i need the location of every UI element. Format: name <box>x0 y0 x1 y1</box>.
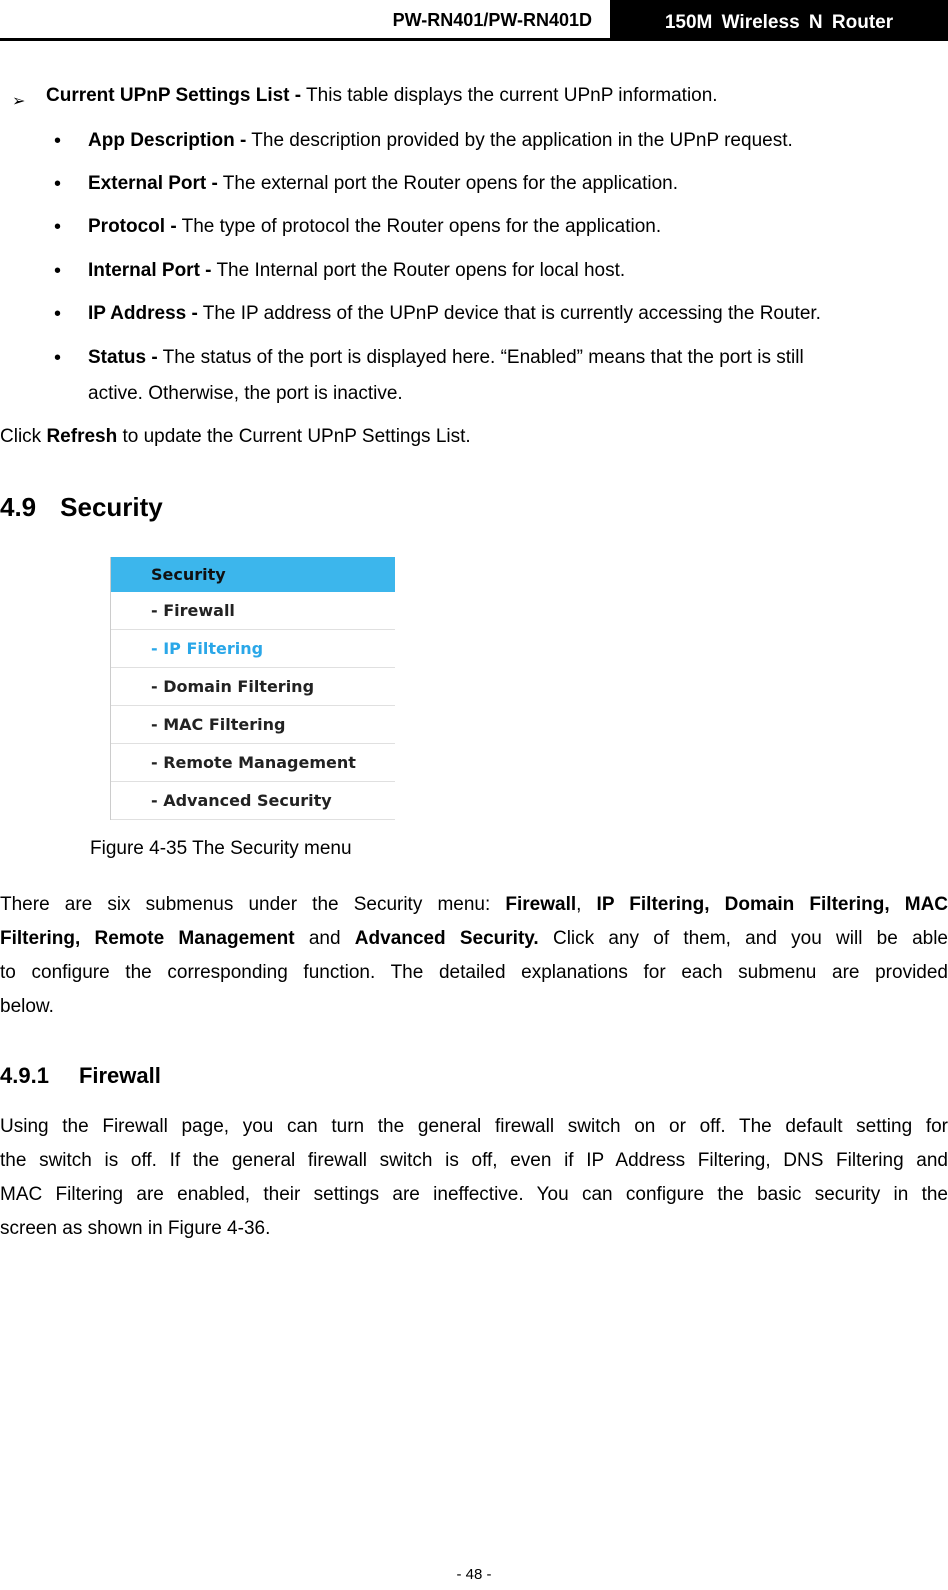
subsection-heading <box>0 1063 161 1089</box>
subsection-title: Firewall <box>78 1063 161 1088</box>
page-header <box>0 0 948 42</box>
firewall-para-line-2: the switch is off. If the general firewall switch is off, even if IP Address Filtering, DNS Filtering and <box>0 1150 948 1171</box>
firewall-para-line-3: MAC Filtering are enabled, their settings are ineffective. You can configure the basic security in the <box>0 1184 948 1205</box>
bullet-icon: • <box>54 173 62 195</box>
list-item <box>88 212 661 242</box>
page-number: - 48 - <box>456 1566 492 1583</box>
bullet-icon: • <box>54 347 62 369</box>
menu-header[interactable]: Security <box>111 557 395 592</box>
menu-item-ip-filtering[interactable]: - IP Filtering <box>111 630 395 668</box>
refresh-instruction: Click Refresh to update the Current UPnP Settings List. <box>0 426 471 447</box>
intro-line-1: There are six submenus under the Security menu: Firewall, IP Filtering, Domain Filtering, MAC <box>0 894 948 915</box>
upnp-list-title: Current UPnP Settings List - <box>46 85 302 106</box>
intro-line-2: Filtering, Remote Management and Advanced Security. Click any of them, and you will be able <box>0 928 948 949</box>
arrow-bullet-icon: ➢ <box>12 93 26 110</box>
bullet-icon: • <box>54 130 62 152</box>
item-desc: The external port the Router opens for the application. <box>217 173 679 194</box>
model-names: PW-RN401/PW-RN401D <box>392 10 592 30</box>
figure-caption: Figure 4-35 The Security menu <box>90 838 352 859</box>
firewall-para-line-1: Using the Firewall page, you can turn the general firewall switch on or off. The default setting for <box>0 1116 948 1137</box>
item-term: External Port - <box>88 173 218 194</box>
item-desc: The description provided by the application in the UPnP request. <box>246 130 793 151</box>
list-item <box>88 299 821 329</box>
bullet-icon: • <box>54 260 62 282</box>
item-term: Protocol - <box>88 216 177 237</box>
subsection-number: 4.9.1 <box>0 1063 49 1088</box>
menu-item-advanced-security[interactable]: - Advanced Security <box>111 782 395 820</box>
item-term: IP Address - <box>88 303 198 324</box>
bullet-icon: • <box>54 303 62 325</box>
item-desc: The IP address of the UPnP device that is currently accessing the Router. <box>197 303 821 324</box>
security-menu-figure <box>110 557 395 820</box>
menu-item-mac-filtering[interactable]: - MAC Filtering <box>111 706 395 744</box>
list-item <box>88 343 804 373</box>
intro-line-3: to configure the corresponding function. The detailed explanations for each submenu are provided <box>0 962 948 983</box>
menu-item-domain-filtering[interactable]: - Domain Filtering <box>111 668 395 706</box>
product-title: 150M Wireless N Router <box>610 0 948 40</box>
section-title: Security <box>60 492 163 522</box>
header-rule <box>0 38 948 41</box>
menu-item-firewall[interactable]: - Firewall <box>111 592 395 630</box>
firewall-para-line-4: screen as shown in Figure 4-36. <box>0 1218 271 1239</box>
refresh-term: Refresh <box>46 426 118 447</box>
item-desc: The type of protocol the Router opens for the application. <box>176 216 662 237</box>
item-term: Status - <box>88 347 158 368</box>
item-term: Internal Port - <box>88 260 212 281</box>
section-number: 4.9 <box>0 492 37 522</box>
bullet-icon: • <box>54 216 62 238</box>
section-heading <box>0 492 163 523</box>
upnp-list-intro <box>46 81 718 111</box>
item-term: App Description - <box>88 130 247 151</box>
list-item <box>88 169 678 199</box>
list-item <box>88 256 625 286</box>
item-desc: The status of the port is displayed here. “Enabled” means that the port is still <box>157 347 804 368</box>
menu-item-remote-management[interactable]: - Remote Management <box>111 744 395 782</box>
intro-line-4: below. <box>0 996 54 1017</box>
item-desc: The Internal port the Router opens for local host. <box>211 260 626 281</box>
list-item <box>88 126 793 156</box>
item-desc-continued: active. Otherwise, the port is inactive. <box>88 383 403 404</box>
upnp-list-text: This table displays the current UPnP information. <box>301 85 718 106</box>
